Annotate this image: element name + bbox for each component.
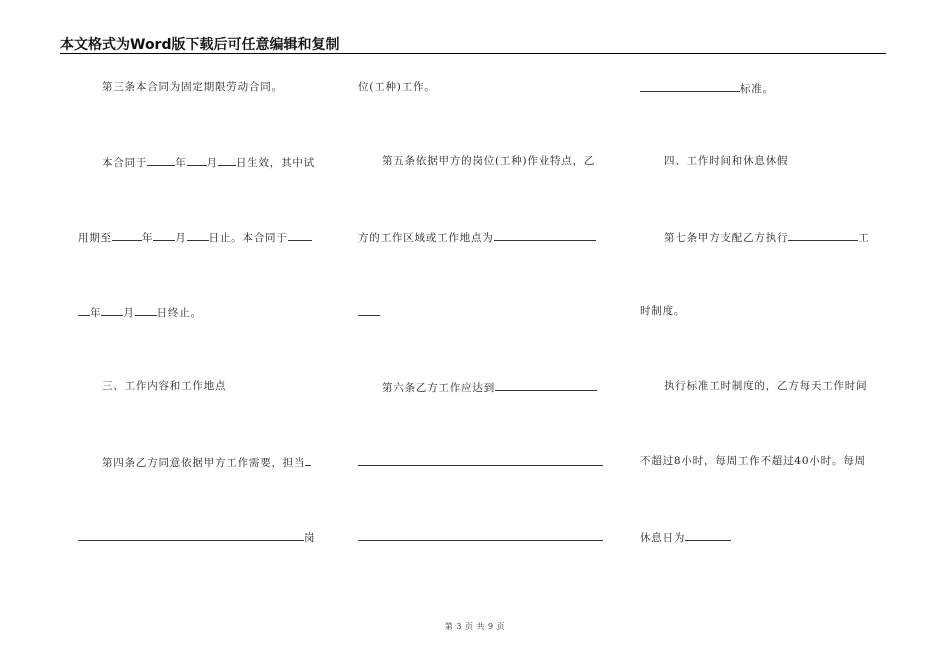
max-hours-line: 不超过8小时，每周工作不超过40小时。每周: [640, 455, 866, 467]
header-rule: [60, 53, 886, 54]
blank-day: [135, 304, 157, 316]
clause-4: 第四条乙方同意依据甲方工作需要，担当: [102, 454, 311, 470]
blank-standard: [495, 379, 597, 391]
standard-hours-line: 执行标准工时制度的，乙方每天工作时间: [664, 380, 868, 392]
blank-month: [101, 304, 123, 316]
clause-6: 第六条乙方工作应达到: [382, 379, 597, 395]
blank-year: [147, 154, 175, 166]
blank-day: [218, 154, 236, 166]
termination-line: 年 月 日终止。: [78, 304, 202, 320]
blank-workplace: [358, 304, 380, 316]
hours-system-line: 时制度。: [640, 305, 686, 317]
position-type-line: 位(工种)工作。: [358, 81, 436, 93]
standard-end-line: 标准。: [640, 80, 774, 96]
position-line: 岗: [78, 529, 315, 545]
blank-work-hours-system: [788, 229, 858, 241]
blank-position: [78, 529, 304, 541]
standard-blank-line-1: [358, 454, 603, 470]
section-4-heading: 四、工作时间和休息休假: [664, 155, 789, 167]
clause-3: 第三条本合同为固定期限劳动合同。: [102, 81, 283, 93]
page-footer: 第 3 页 共 9 页: [444, 622, 506, 631]
rest-day-line: 休息日为: [640, 529, 731, 545]
workplace-line-cont: [358, 304, 380, 320]
blank-position: [305, 454, 311, 466]
blank-standard: [358, 529, 603, 541]
blank-standard: [640, 80, 740, 92]
section-3-heading: 三、工作内容和工作地点: [102, 380, 227, 392]
blank-day: [187, 229, 209, 241]
probation-line: 用期至 年 月 日止。本合同于: [78, 229, 312, 245]
clause-5: 第五条依据甲方的岗位(工种)作业特点，乙: [382, 155, 596, 167]
effective-date-line: 本合同于 年 月 日生效，其中试: [102, 154, 315, 170]
workplace-line: 方的工作区域或工作地点为: [358, 229, 596, 245]
document-header: 本文格式为Word版下载后可任意编辑和复制: [60, 37, 340, 53]
blank-month: [187, 154, 207, 166]
blank-standard: [358, 454, 603, 466]
clause-7: 第七条甲方支配乙方执行 工: [664, 229, 870, 245]
blank-year: [288, 229, 312, 241]
blank-workplace: [494, 229, 596, 241]
blank-rest-day: [685, 529, 731, 541]
blank-year: [112, 229, 142, 241]
blank-year: [78, 304, 90, 316]
standard-blank-line-2: [358, 529, 603, 545]
blank-month: [153, 229, 175, 241]
